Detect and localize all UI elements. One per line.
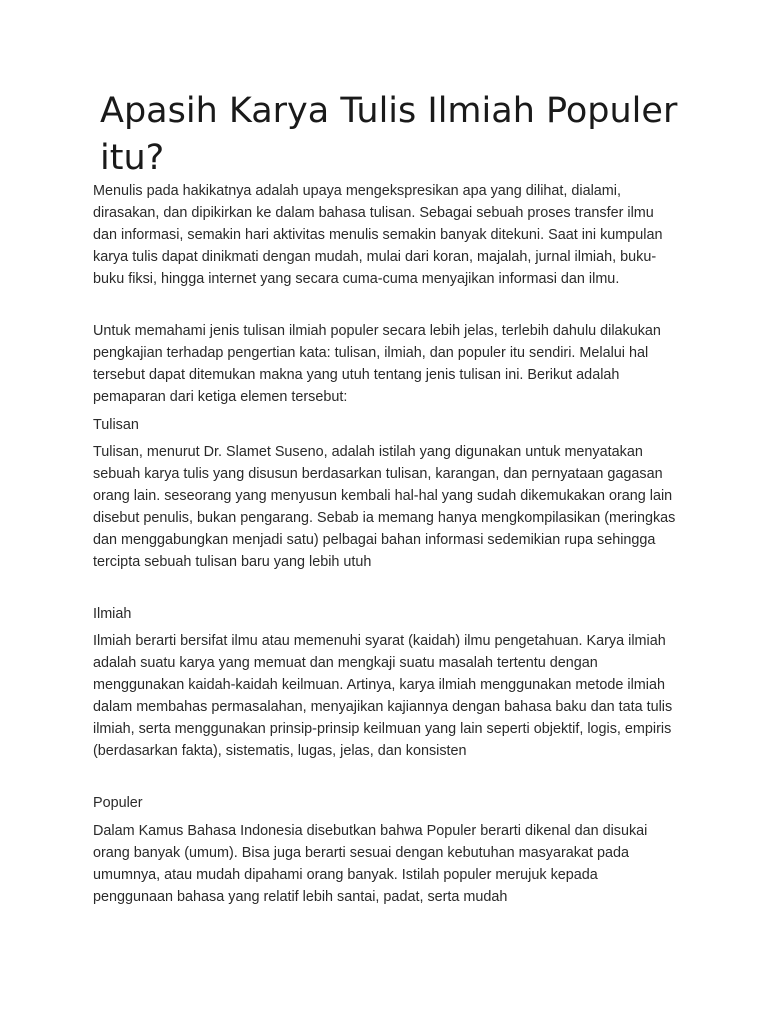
section-heading-populer: Populer xyxy=(93,795,143,811)
section-heading-tulisan: Tulisan xyxy=(93,417,139,433)
paragraph-intro: Menulis pada hakikatnya adalah upaya mengekspresikan apa yang dilihat, dialami, dirasakan, dan dipikirkan ke dalam bahasa tulisan. Sebagai sebuah proses transfer ilmu dan informasi, semakin hari aktivitas menulis semakin banyak ditekuni. Saat ini kumpulan karya tulis dapat dinikmati dengan mudah, mulai dari koran, majalah, jurnal ilmiah, buku-buku fiksi, hingga internet yang secara cuma-cuma menyajikan informasi dan ilmu. xyxy=(93,183,663,287)
paragraph-overview: Untuk memahami jenis tulisan ilmiah populer secara lebih jelas, terlebih dahulu dilakukan pengkajian terhadap pengertian kata: tulisan, ilmiah, dan populer itu sendiri. Melalui hal tersebut dapat ditemukan makna yang utuh tentang jenis tulisan ini. Berikut adalah pemaparan dari ketiga elemen tersebut: xyxy=(93,323,661,405)
section-text-populer: Dalam Kamus Bahasa Indonesia disebutkan bahwa Populer berarti dikenal dan disukai orang banyak (umum). Bisa juga berarti sesuai dengan kebutuhan masyarakat pada umumnya, atau mudah dipahami orang banyak. Istilah populer merujuk kepada penggunaan bahasa yang relatif lebih santai, padat, serta mudah xyxy=(93,823,648,905)
document-title: Apasih Karya Tulis Ilmiah Populer itu? xyxy=(100,91,678,178)
section-heading-ilmiah: Ilmiah xyxy=(93,606,132,622)
section-text-ilmiah: Ilmiah berarti bersifat ilmu atau memenuhi syarat (kaidah) ilmu pengetahuan. Karya ilmiah adalah suatu karya yang memuat dan mengkaji suatu masalah tertentu dengan menggunakan kaidah-kaidah keilmuan. Artinya, karya ilmiah menggunakan metode ilmiah dalam membahas permasalahan, menyajikan kajiannya dengan bahasa baku dan tata tulis ilmiah, serta menggunakan prinsip-prinsip keilmuan yang lain seperti objektif, logis, empiris (berdasarkan fakta), sistematis, lugas, jelas, dan konsisten xyxy=(93,633,673,759)
section-text-tulisan: Tulisan, menurut Dr. Slamet Suseno, adalah istilah yang digunakan untuk menyatakan sebuah karya tulis yang disusun berdasarkan tulisan, karangan, dan pernyataan gagasan orang lain. seseorang yang menyusun kembali hal-hal yang sudah dikemukakan orang lain disebut penulis, bukan pengarang. Sebab ia memang hanya mengkompilasikan (meringkas dan menggabungkan menjadi satu) pelbagai bahan informasi sedemikian rupa sehingga tercipta sebuah tulisan baru yang lebih utuh xyxy=(93,444,676,570)
